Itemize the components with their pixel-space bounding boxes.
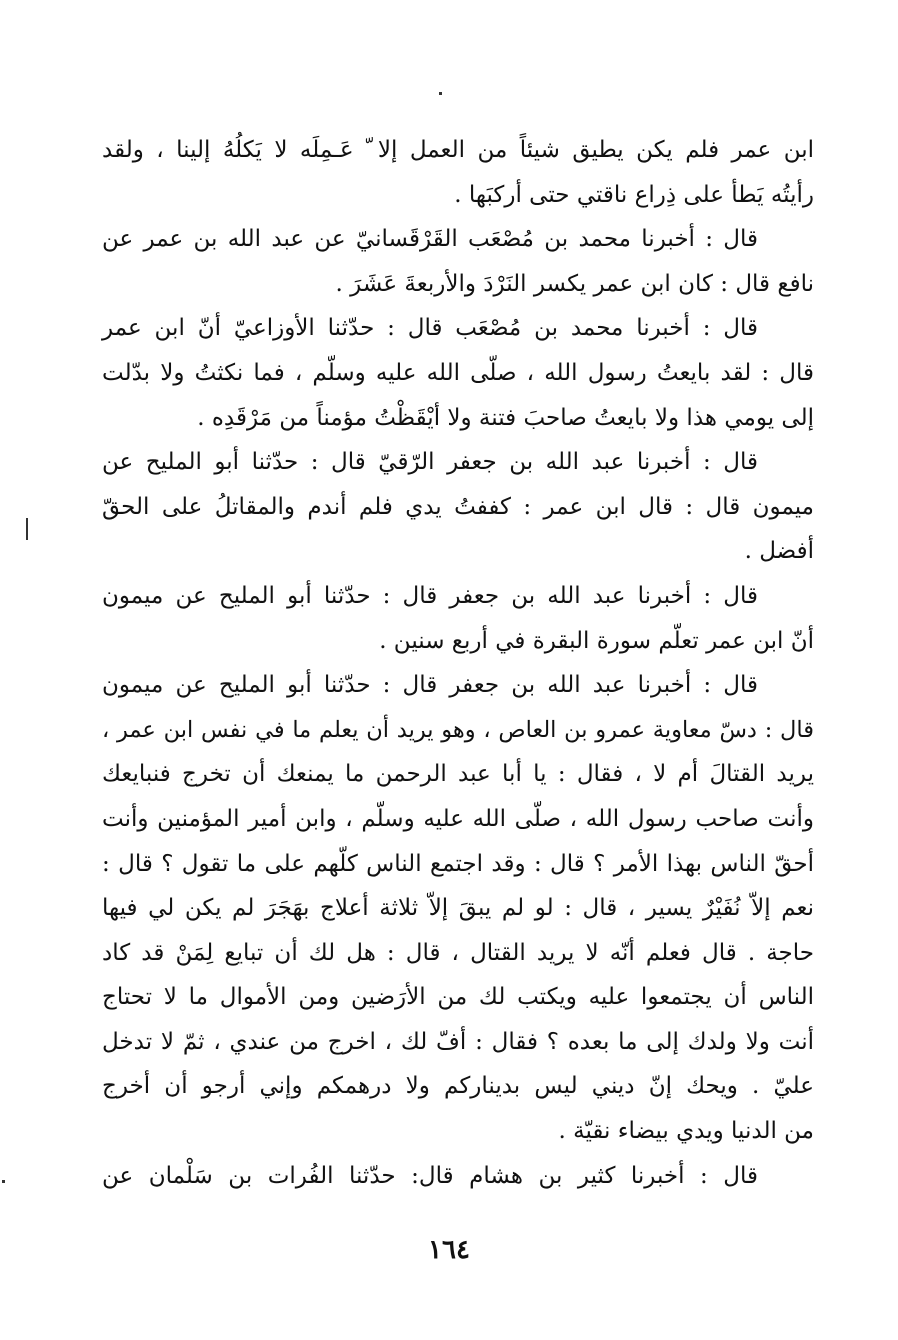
scan-speck (2, 1180, 5, 1183)
text-line: قال : أخبرنا عبد الله بن جعفر الرّقيّ قال : حدّثنا أبو المليح عن (102, 449, 758, 476)
text-line: وأنت صاحب رسول الله ، صلّى الله عليه وسلّم ، وابن أمير المؤمنين وأنت (102, 805, 814, 832)
text-line: أنت ولا ولدك إلى ما بعده ؟ فقال : أفّ لك ، اخرج من عندي ، ثمّ لا تدخل (102, 1028, 814, 1055)
text-line: حاجة . قال فعلم أنّه لا يريد القتال ، قال : هل لك أن تبايع لِمَنْ قد كاد (102, 939, 814, 966)
text-line: عليّ . ويحك إنّ ديني ليس بديناركم ولا درهمكم وإني أرجو أن أخرج (102, 1073, 814, 1100)
text-line: قال : أخبرنا عبد الله بن جعفر قال : حدّثنا أبو المليح عن ميمون (102, 672, 758, 699)
scan-mark (26, 518, 28, 540)
text-line: قال : أخبرنا محمد بن مُصْعَب القَرْقَسانيّ عن عبد الله بن عمر عن (102, 226, 758, 253)
text-line: قال : دسّ معاوية عمرو بن العاص ، وهو يريد أن يعلم ما في نفس ابن عمر ، (102, 716, 814, 743)
text-line: يريد القتالَ أم لا ، فقال : يا أبا عبد الرحمن ما يمنعك أن تخرج فنبايعك (102, 761, 814, 788)
scan-speck (439, 92, 442, 95)
text-line: ميمون قال : قال ابن عمر : كففتُ يدي فلم أندم والمقاتلُ على الحقّ (102, 493, 814, 520)
text-line: ابن عمر فلم يكن يطيق شيئاً من العمل إلا ّ عَـمِلَه لا يَكلُهُ إلينا ، ولقد (102, 137, 814, 163)
text-line: أنّ ابن عمر تعلّم سورة البقرة في أربع سنين . (379, 627, 814, 654)
text-line: نعم إلاّ نُفَيْرٌ يسير ، قال : لو لم يبقَ إلاّ ثلاثة أعلاج بهَجَرَ لم يكن لي فيها (102, 895, 814, 922)
text-line: رأيتُه يَطأ على ذِراع ناقتي حتى أركبَها . (454, 181, 814, 208)
text-line: الناس أن يجتمعوا عليه ويكتب لك من الأرَضين ومن الأموال ما لا تحتاج (102, 984, 814, 1011)
text-line: من الدنيا ويدي بيضاء نقيّة . (558, 1118, 814, 1145)
text-line: قال : لقد بايعتُ رسول الله ، صلّى الله عليه وسلّم ، فما نكثتُ ولا بدّلت (102, 359, 814, 386)
text-line: أحقّ الناس بهذا الأمر ؟ قال : وقد اجتمع الناس كلّهم على ما تقول ؟ قال : (102, 850, 814, 877)
text-line: قال : أخبرنا كثير بن هشام قال: حدّثنا الفُرات بن سَلْمان عن (102, 1162, 758, 1189)
body-text (102, 128, 814, 1198)
text-line: قال : أخبرنا محمد بن مُصْعَب قال : حدّثنا الأوزاعيّ أنّ ابن عمر (102, 315, 758, 342)
text-line: نافع قال : كان ابن عمر يكسر النَرْدَ والأربعةَ عَشَرَ . (335, 270, 814, 297)
page-number: ١٦٤ (428, 1235, 470, 1265)
text-line: إلى يومي هذا ولا بايعتُ صاحبَ فتنة ولا أيْقَظْتُ مؤمناً من مَرْقَدِه . (197, 404, 814, 431)
text-line: قال : أخبرنا عبد الله بن جعفر قال : حدّثنا أبو المليح عن ميمون (102, 582, 758, 609)
text-line: أفضل . (744, 538, 814, 565)
